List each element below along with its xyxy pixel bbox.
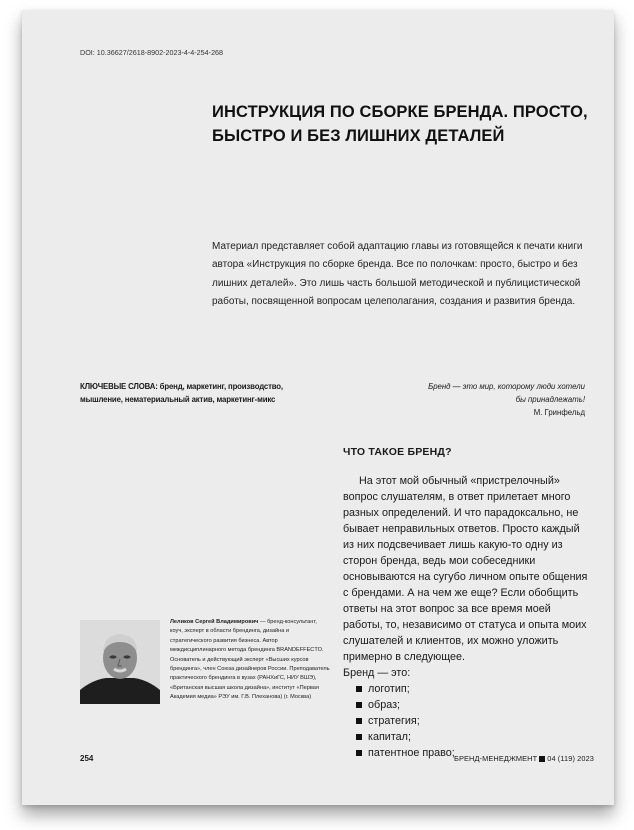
- section-heading: ЧТО ТАКОЕ БРЕНД?: [343, 446, 452, 458]
- square-separator-icon: [539, 756, 545, 762]
- article-abstract: Материал представляет собой адаптацию главы из готовящейся к печати книги автора «Инструкция по сборке бренда. Все по полочкам: просто, быстро и без лишних деталей». Это лишь часть большой методической и публицистической работы, посвященной вопросам целеполагания, создания и развития бренда.: [212, 241, 583, 308]
- square-bullet-icon: [356, 750, 362, 756]
- square-bullet-icon: [356, 734, 362, 740]
- brand-definition-list: [343, 681, 591, 761]
- list-lead: Бренд — это:: [343, 667, 411, 679]
- epigraph: [422, 380, 585, 419]
- body-paragraph: На этот мой обычный «пристрелочный» вопрос слушателям, в ответ прилетает много разных определений. И что парадоксально, не бывает неправильных ответов. Просто каждый из них подсвечивает лишь какую-то одну из сторон бренда, ведь мои собеседники основываются на сугубо личном опыте общения с брендами. А на чем же еще? Если обобщить ответы на этот вопрос за все время моей работы, то, независимо от статуса и опыта моих слушателей и клиентов, их можно уложить примерно в следующее.: [343, 475, 588, 663]
- epigraph-author: М. Гринфельд: [533, 408, 585, 417]
- journal-footer: [454, 754, 594, 763]
- page-number: 254: [80, 754, 94, 763]
- list-item: логотип;: [356, 681, 591, 697]
- epigraph-quote: Бренд — это мир, которому люди хотели бы принадлежать!: [428, 382, 585, 404]
- square-bullet-icon: [356, 702, 362, 708]
- section-body: [343, 473, 591, 761]
- doi-line: DOI: 10.36627/2618-8902-2023-4-4-254-268: [80, 48, 224, 57]
- journal-issue: 04 (119) 2023: [547, 754, 595, 763]
- list-item: стратегия;: [356, 713, 591, 729]
- author-photo: [80, 620, 160, 704]
- keywords: КЛЮЧЕВЫЕ СЛОВА: бренд, маркетинг, производство, мышление, нематериальный актив, маркетинг-микс: [80, 382, 283, 404]
- author-name: Леликов Сергей Владимирович: [170, 619, 259, 625]
- journal-name: БРЕНД-МЕНЕДЖМЕНТ: [454, 754, 538, 763]
- author-bio: [170, 618, 330, 703]
- list-item: патентное право;: [356, 745, 591, 761]
- square-bullet-icon: [356, 686, 362, 692]
- magazine-page: [22, 10, 614, 805]
- square-bullet-icon: [356, 718, 362, 724]
- author-portrait-icon: [80, 620, 160, 704]
- author-description: — бренд-консультант, коуч, эксперт в области брендинга, дизайна и стратегического развития бизнеса. Автор междисциплинарного метода брендинга BRANDEFFECTO. Основатель и действующий эксперт «Высших курсов брендинга», член Союза дизайнеров России. Преподаватель практического брендинга в вузах (РАНХиГС, НИУ ВШЭ), «Британская высшая школа дизайна», институт «Первая Академия медиа» РЭУ им. Г.В. Плеханова) (г. Москва): [170, 619, 330, 701]
- list-item: капитал;: [356, 729, 591, 745]
- article-title: ИНСТРУКЦИЯ ПО СБОРКЕ БРЕНДА. ПРОСТО, БЫСТРО И БЕЗ ЛИШНИХ ДЕТАЛЕЙ: [212, 103, 588, 145]
- list-item: образ;: [356, 697, 591, 713]
